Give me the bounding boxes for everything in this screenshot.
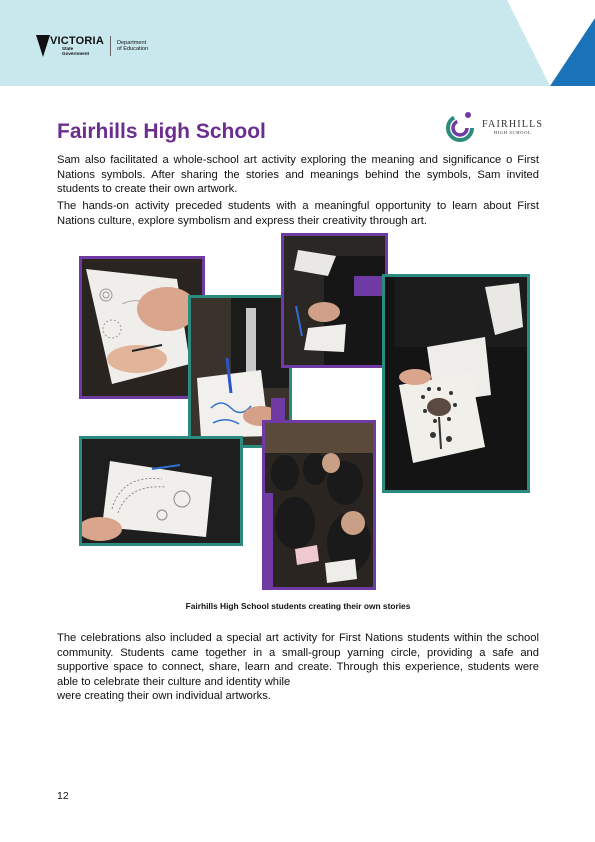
paragraph-activity: The hands-on activity preceded students with a meaningful opportunity to learn about First Nations culture, explore symbolism and express their creativity through art. <box>57 200 539 227</box>
photo-student-drawing-5 <box>79 436 243 546</box>
photo-student-drawing-1 <box>79 256 205 399</box>
page-title: Fairhills High School <box>57 120 266 143</box>
page-number: 12 <box>57 790 69 802</box>
fairhills-logo <box>444 109 544 145</box>
fairhills-logo-sub: HIGH SCHOOL <box>493 129 532 135</box>
logo-dept-line2: of Education <box>116 46 149 52</box>
fairhills-swirl-icon <box>444 110 478 144</box>
logo-dept-line1: Department <box>116 39 147 46</box>
photo-caption: Fairhills High School students creating their own stories <box>185 601 411 611</box>
fairhills-logo-name: FAIRHILLS <box>482 118 544 130</box>
paragraph-celebrations: The celebrations also included a special art activity for First Nations students within the school community. Students came together in a small-group yarning circle, providing a safe and supportive space to connect, share, learn and create. Through this experience, students were able to celebrate their culture and identity while were creating their own individual artworks. <box>57 632 539 703</box>
logo-state-name: VICTORIA <box>50 35 104 47</box>
photo-students-group <box>262 420 376 590</box>
logo-divider <box>110 36 111 56</box>
logo-gov-line2: Government <box>62 51 90 56</box>
photo-student-drawing-3 <box>281 233 388 368</box>
photo-student-drawing-4 <box>382 274 530 493</box>
paragraph-intro: Sam also facilitated a whole-school art activity exploring the meaning and significance o First Nations symbols. After sharing the stories and meanings behind the symbols, Sam invited students to create their own artwork. <box>57 154 539 196</box>
logo-gov-line1: State <box>62 46 74 51</box>
victoria-government-logo <box>36 33 148 59</box>
